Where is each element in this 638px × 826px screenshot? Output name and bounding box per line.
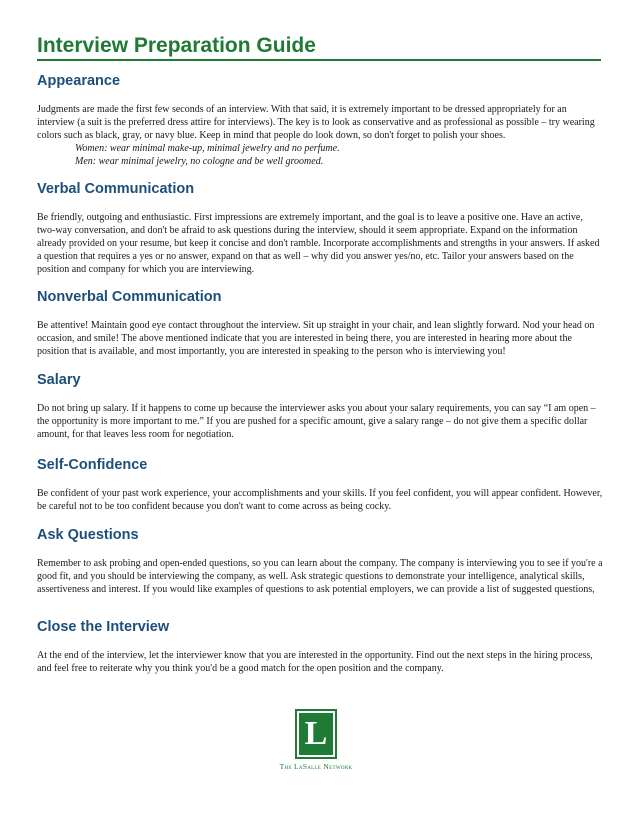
section-paragraph: Do not bring up salary. If it happens to come up because the interviewer asks you about your salary requirements, you can say “I am open – the opportunity is more important to me.” If you are pushed for a specific amount, give a salary range – do not give them a specific dollar amount, for that leaves less room for negotiation.: [37, 403, 596, 440]
section-verbal-communication: [37, 181, 603, 276]
section-heading: Close the Interview: [37, 619, 170, 635]
page-title: Interview Preparation Guide: [37, 34, 601, 61]
logo-letter: L: [299, 713, 333, 755]
section-paragraph: Be attentive! Maintain good eye contact throughout the interview. Sit up straight in your chair, and lean slightly forward. Nod your head on occasion, and smile! The above mentioned indicate that you are interested in being there, you are interested in hearing more about the position that is available, and most importantly, you are interested in speaking to the person who is interviewing you!: [37, 320, 595, 357]
section-paragraph: Judgments are made the first few seconds of an interview. With that said, it is extremely important to be dressed appropriately for an interview (a suit is the preferred dress attire for interviews). The key is to look as conservative and as professional as possible – try wearing colors such as black, gray, or navy blue. Keep in mind that people do look down, so don't forget to polish your shoes.: [37, 104, 595, 141]
section-nonverbal-communication: [37, 289, 603, 358]
section-heading: Verbal Communication: [37, 181, 195, 197]
section-heading: Ask Questions: [37, 527, 139, 543]
note-men: Men: wear minimal jewelry, no cologne and be well groomed.: [75, 156, 324, 167]
company-logo: [295, 709, 337, 759]
section-close-the-interview: [37, 619, 603, 675]
note-women: Women: wear minimal make-up, minimal jewelry and no perfume.: [75, 143, 340, 154]
section-self-confidence: [37, 457, 603, 513]
section-heading: Salary: [37, 372, 81, 388]
section-paragraph: Be friendly, outgoing and enthusiastic. First impressions are extremely important, and the goal is to leave a positive one. Have an active, two-way conversation, and don't be afraid to ask questions during the interview, should it seem appropriate. Expand on the information already provided on your resume, but keep it concise and don't ramble. Incorporate accomplishments and strengths in your answers. If asked a question that requires a yes or no answer, expand on that as well – why did you answer yes/no, etc. Tailor your answers based on the position and company for which you are interviewing.: [37, 212, 600, 275]
section-heading: Nonverbal Communication: [37, 289, 222, 305]
section-appearance: [37, 73, 603, 168]
section-heading: Self-Confidence: [37, 457, 148, 473]
section-paragraph: Be confident of your past work experience, your accomplishments and your skills. If you feel confident, you will appear confident. However, be careful not to be too confident because you don't want to come across as being cocky.: [37, 488, 603, 512]
section-paragraph: At the end of the interview, let the interviewer know that you are interested in the opportunity. Find out the next steps in the hiring process, and feel free to reiterate why you think you'd be a good match for the open position and the company.: [37, 650, 593, 674]
section-salary: [37, 372, 603, 441]
section-ask-questions: [37, 527, 603, 596]
section-paragraph: Remember to ask probing and open-ended questions, so you can learn about the company. The company is interviewing you to see if you're a good fit, and you should be interviewing the company, as well. Ask strategic questions to demonstrate your intelligence, analytical skills, assertiveness and interest. If you would like examples of questions to ask potential employers, we can provide a list of suggested questions,: [37, 558, 603, 595]
section-heading: Appearance: [37, 73, 121, 89]
company-name: The LaSalle Network: [279, 762, 353, 771]
